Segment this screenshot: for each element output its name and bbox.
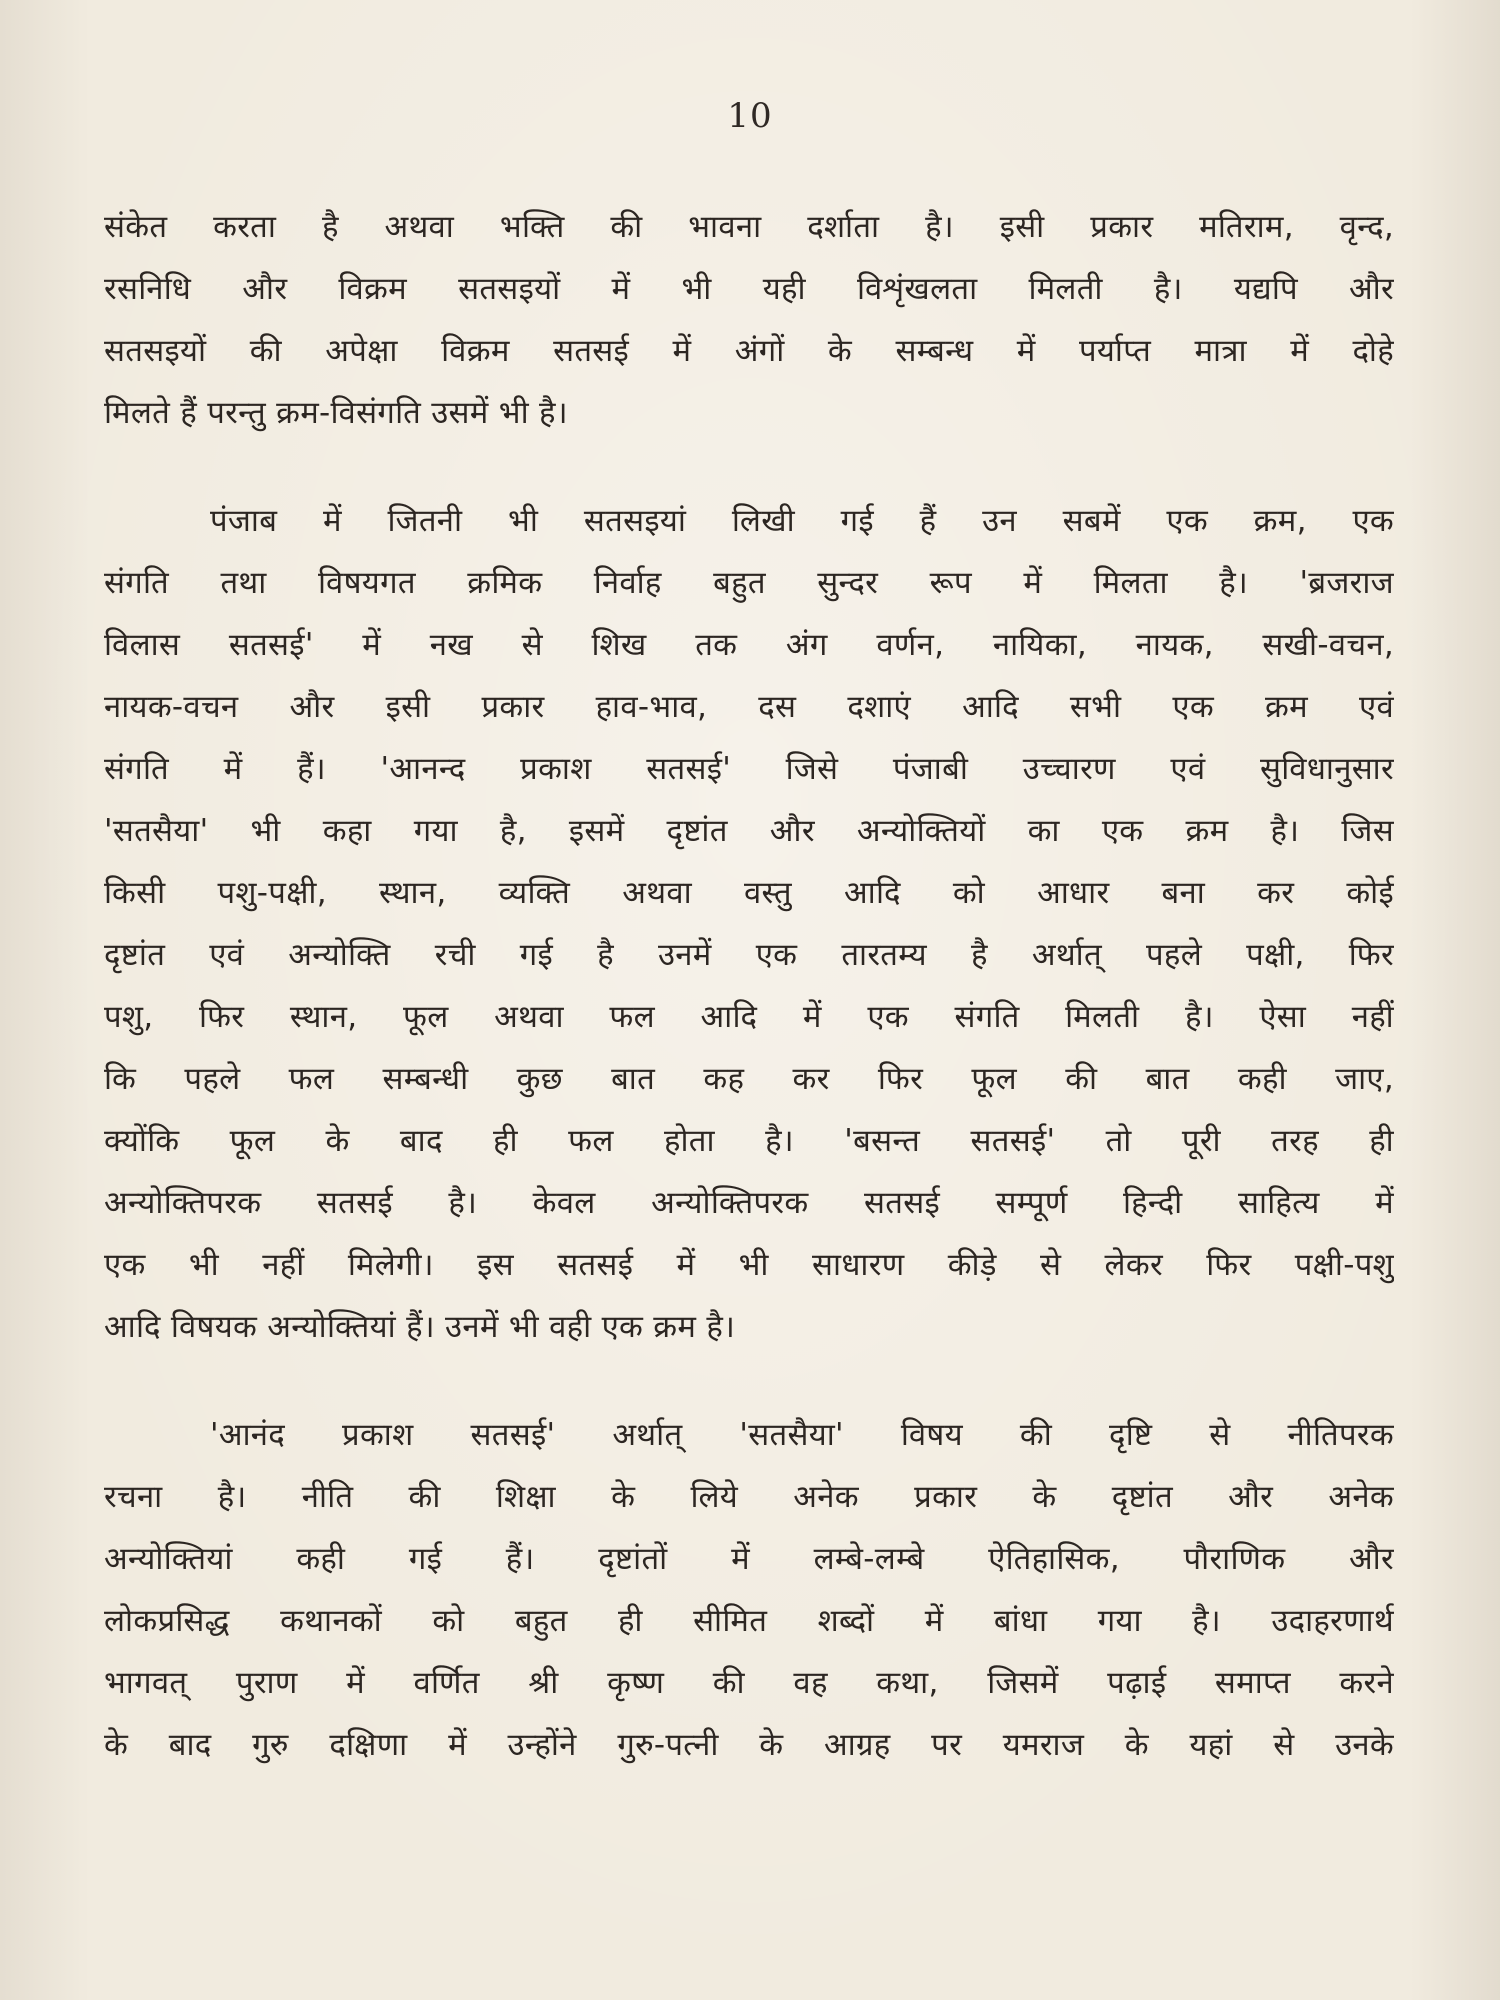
text-line: 'सतसैया' भी कहा गया है, इसमें दृष्टांत और अन्योक्तियों का एक क्रम है। जिस xyxy=(104,813,1394,849)
text-line: भागवत् पुराण में वर्णित श्री कृष्ण की वह कथा, जिसमें पढ़ाई समाप्त करने xyxy=(104,1665,1394,1701)
text-line: दृष्टांत एवं अन्योक्ति रची गई है उनमें एक तारतम्य है अर्थात् पहले पक्षी, फिर xyxy=(104,937,1394,973)
body-text xyxy=(104,196,1394,1822)
text-line: संकेत करता है अथवा भक्ति की भावना दर्शाता है। इसी प्रकार मतिराम, वृन्द, xyxy=(104,209,1394,245)
text-line: आदि विषयक अन्योक्तियां हैं। उनमें भी वही एक क्रम है। xyxy=(104,1309,736,1345)
page-number: 10 xyxy=(727,96,773,136)
text-line: एक भी नहीं मिलेगी। इस सतसई में भी साधारण कीड़े से लेकर फिर पक्षी-पशु xyxy=(104,1247,1394,1283)
text-line: किसी पशु-पक्षी, स्थान, व्यक्ति अथवा वस्तु आदि को आधार बना कर कोई xyxy=(104,875,1394,911)
text-line: के बाद गुरु दक्षिणा में उन्होंने गुरु-पत्नी के आग्रह पर यमराज के यहां से उनके xyxy=(104,1727,1394,1763)
paragraph-3 xyxy=(104,1404,1394,1776)
text-line: संगति तथा विषयगत क्रमिक निर्वाह बहुत सुन्दर रूप में मिलता है। 'ब्रजराज xyxy=(104,565,1394,601)
text-line: मिलते हैं परन्तु क्रम-विसंगति उसमें भी है। xyxy=(104,395,568,431)
text-line: विलास सतसई' में नख से शिख तक अंग वर्णन, नायिका, नायक, सखी-वचन, xyxy=(104,627,1394,663)
text-line: पशु, फिर स्थान, फूल अथवा फल आदि में एक संगति मिलती है। ऐसा नहीं xyxy=(104,999,1394,1035)
text-line: पंजाब में जितनी भी सतसइयां लिखी गई हैं उन सबमें एक क्रम, एक xyxy=(210,503,1394,539)
text-line: लोकप्रसिद्ध कथानकों को बहुत ही सीमित शब्दों में बांधा गया है। उदाहरणार्थ xyxy=(104,1603,1394,1639)
paragraph-1 xyxy=(104,196,1394,444)
text-line: अन्योक्तिपरक सतसई है। केवल अन्योक्तिपरक सतसई सम्पूर्ण हिन्दी साहित्य में xyxy=(104,1185,1394,1221)
text-line: सतसइयों की अपेक्षा विक्रम सतसई में अंगों के सम्बन्ध में पर्याप्त मात्रा में दोहे xyxy=(104,333,1394,369)
text-line: नायक-वचन और इसी प्रकार हाव-भाव, दस दशाएं आदि सभी एक क्रम एवं xyxy=(104,689,1394,725)
text-line: रसनिधि और विक्रम सतसइयों में भी यही विशृंखलता मिलती है। यद्यपि और xyxy=(104,271,1394,307)
text-line: क्योंकि फूल के बाद ही फल होता है। 'बसन्त सतसई' तो पूरी तरह ही xyxy=(104,1123,1394,1159)
text-line: रचना है। नीति की शिक्षा के लिये अनेक प्रकार के दृष्टांत और अनेक xyxy=(104,1479,1394,1515)
paragraph-2 xyxy=(104,490,1394,1358)
text-line: कि पहले फल सम्बन्धी कुछ बात कह कर फिर फूल की बात कही जाए, xyxy=(104,1061,1394,1097)
text-line: संगति में हैं। 'आनन्द प्रकाश सतसई' जिसे पंजाबी उच्चारण एवं सुविधानुसार xyxy=(104,751,1394,787)
text-line: 'आनंद प्रकाश सतसई' अर्थात् 'सतसैया' विषय की दृष्टि से नीतिपरक xyxy=(210,1417,1394,1453)
text-line: अन्योक्तियां कही गई हैं। दृष्टांतों में लम्बे-लम्बे ऐतिहासिक, पौराणिक और xyxy=(104,1541,1394,1577)
